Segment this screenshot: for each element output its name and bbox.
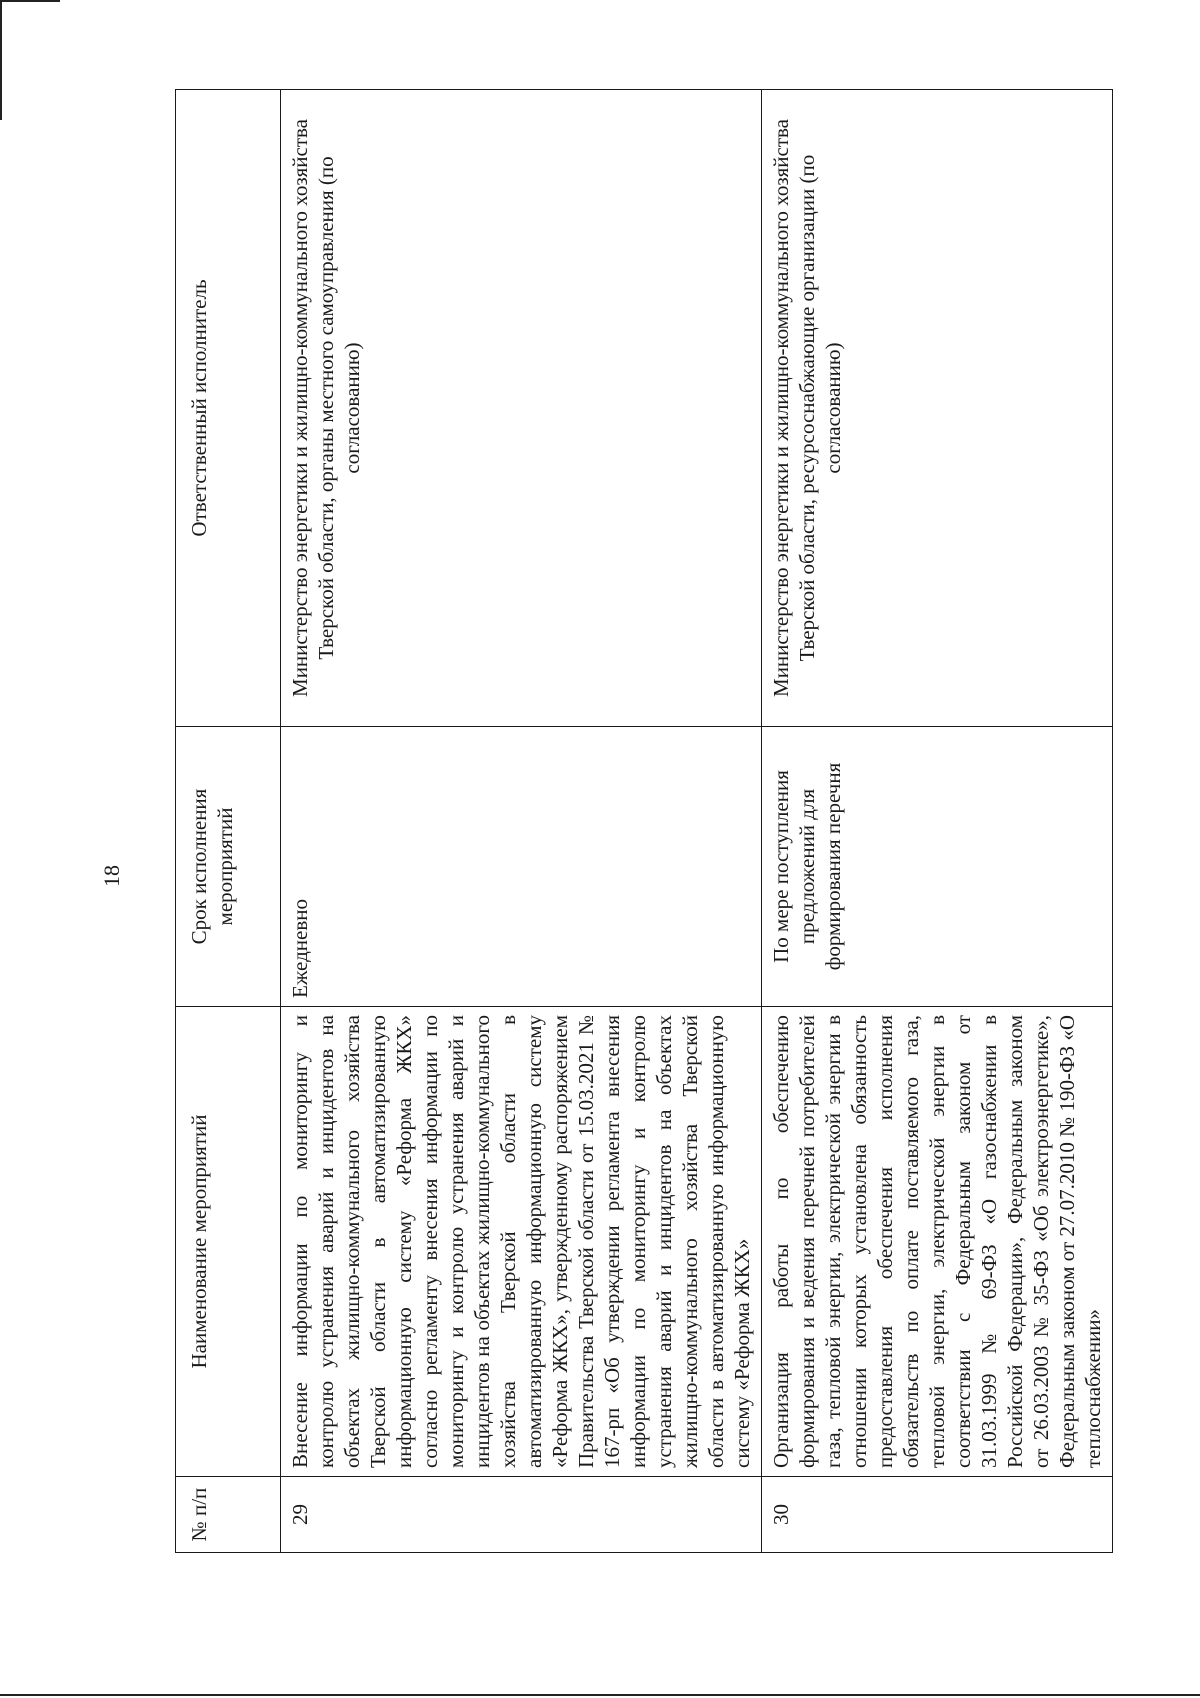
scan-edge-left <box>0 0 2 120</box>
row-responsible: Министерство энергетики и жилищно-коммунального хозяйства Тверской области, ресурсоснабжающие организации (по согласованию) <box>762 90 1113 727</box>
header-num: № п/п <box>176 1477 281 1553</box>
row-num: 30 <box>762 1477 1113 1553</box>
scan-edge-bottom <box>0 1694 1200 1696</box>
page-number: 18 <box>99 865 124 887</box>
row-name: Внесение информации по мониторингу и контролю устранения аварий и инцидентов на объектах жилищно-коммунального хозяйства Тверской области в автоматизированную информационную систему «Реформа ЖКХ» согласно регламенту внесения информации по мониторингу и контролю устранения аварий и инцидентов на объектах жилищно-коммунального хозяйства Тверской области в автоматизированную информационную систему «Реформа ЖКХ», утвержденному распоряжением Правительства Тверской области от 15.03.2021 № 167-рп «Об утверждении регламента внесения информации по мониторингу и контролю устранения аварий и инцидентов на объектах жилищно-коммунального хозяйства Тверской области в автоматизированную информационную систему «Реформа ЖКХ» <box>281 1007 762 1477</box>
scan-edge-top <box>0 0 60 2</box>
document-body <box>175 90 1105 1553</box>
measures-table <box>175 89 1113 1553</box>
row-term: По мере поступления предложений для формирования перечня <box>762 727 1113 1007</box>
table-row <box>281 90 762 1553</box>
row-responsible: Министерство энергетики и жилищно-коммунального хозяйства Тверской области, органы местного самоуправления (по согласованию) <box>281 90 762 727</box>
table-row <box>762 90 1113 1553</box>
row-num: 29 <box>281 1477 762 1553</box>
row-term: Ежедневно <box>281 727 762 1007</box>
header-responsible: Ответственный исполнитель <box>176 90 281 727</box>
table-header-row <box>176 90 281 1553</box>
header-term: Срок исполнения мероприятий <box>176 727 281 1007</box>
row-name: Организация работы по обеспечению формирования и ведения перечней потребителей газа, тепловой энергии, электрической энергии в отношении которых установлена обязанность предоставления обеспечения исполнения обязательств по оплате поставляемого газа, тепловой энергии, электрической энергии в соответствии с Федеральным законом от 31.03.1999 № 69-ФЗ «О газоснабжении в Российской Федерации», Федеральным законом от 26.03.2003 № 35-ФЗ «Об электроэнергетике», Федеральным законом от 27.07.2010 № 190-ФЗ «О теплоснабжении» <box>762 1007 1113 1477</box>
header-name: Наименование мероприятий <box>176 1007 281 1477</box>
